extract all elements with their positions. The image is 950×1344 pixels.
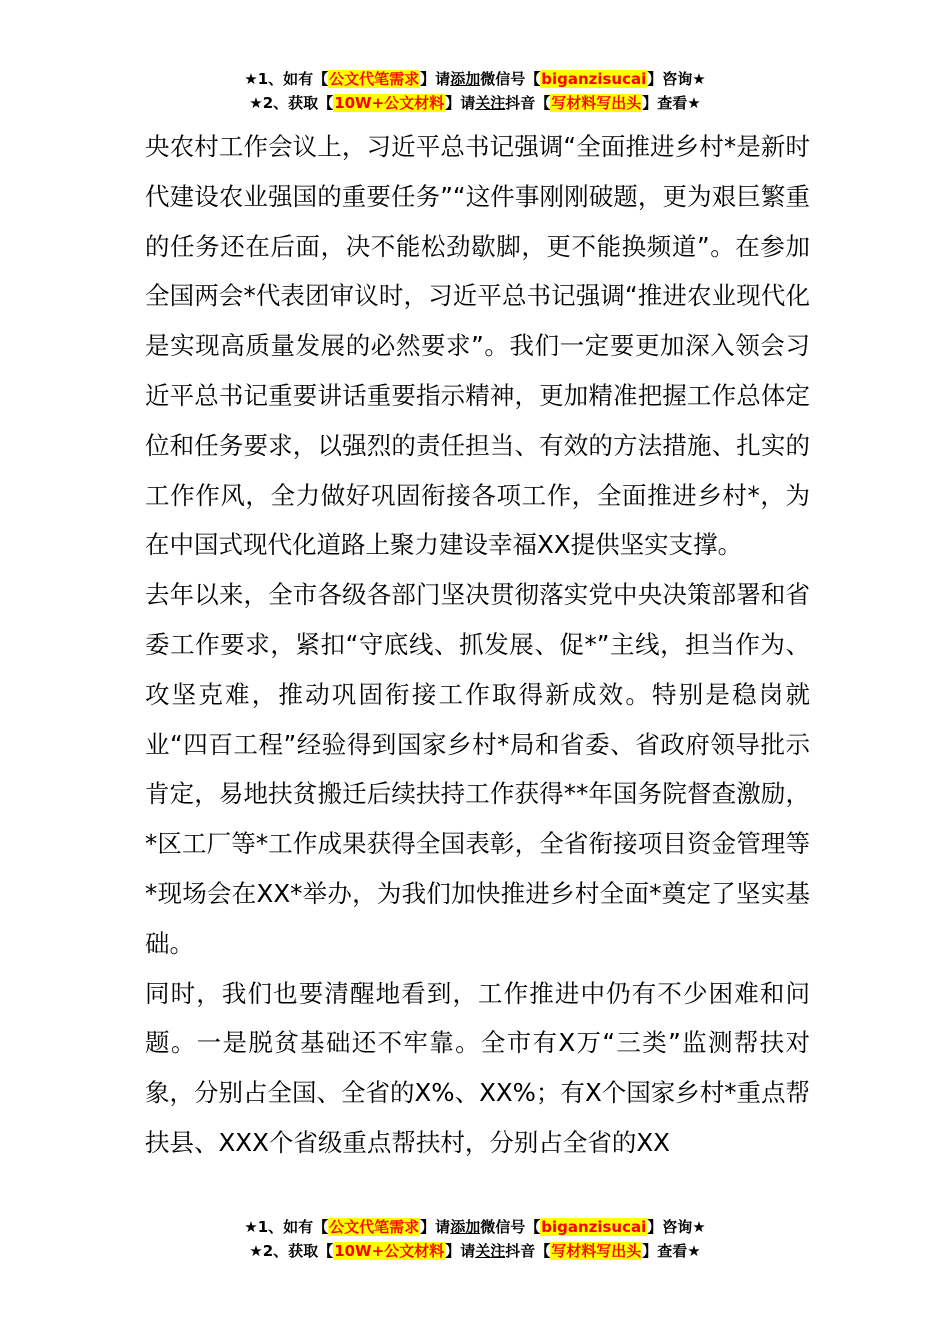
document-body xyxy=(145,122,810,1168)
banner-line-1 xyxy=(0,1216,950,1240)
banner-text: ★1、如有【 xyxy=(244,70,329,88)
douyin-id-highlight: 写材料写出头 xyxy=(551,94,642,112)
banner-text: 】请 xyxy=(445,94,476,112)
body-paragraph: 同时，我们也要清醒地看到，工作推进中仍有不少困难和问题。一是脱贫基础还不牢靠。全市有X万“三类”监测帮扶对象，分别占全国、全省的X%、XX%；有X个国家乡村*重点帮扶县、XXX个省级重点帮扶村，分别占全省的XX xyxy=(145,978,810,1157)
banner-text: 】请 xyxy=(420,1218,451,1236)
banner-text: 】请 xyxy=(445,1242,476,1260)
underlined-text: 关注 xyxy=(475,1242,506,1260)
banner-text: ★1、如有【 xyxy=(244,1218,329,1236)
wechat-id-highlight: biganzisucai xyxy=(541,70,647,88)
banner-text: 】请 xyxy=(420,70,451,88)
banner-text: 微信号【 xyxy=(480,1218,541,1236)
douyin-id-highlight: 写材料写出头 xyxy=(551,1242,642,1260)
banner-text: 】咨询★ xyxy=(647,1218,706,1236)
highlight-text: 10W+公文材料 xyxy=(334,1242,445,1260)
body-paragraph: 去年以来，全市各级各部门坚决贯彻落实党中央决策部署和省委工作要求，紧扣“守底线、抓发展、促*”主线，担当作为、攻坚克难，推动巩固衔接工作取得新成效。特别是稳岗就业“四百工程”经验得到国家乡村*局和省委、省政府领导批示肯定，易地扶贫搬迁后续扶持工作获得**年国务院督查激励，*区工厂等*工作成果获得全国表彰，全省衔接项目资金管理等*现场会在XX*举办，为我们加快推进乡村全面*奠定了坚实基础。 xyxy=(145,580,810,958)
banner-line-2 xyxy=(0,1240,950,1264)
banner-text: 抖音【 xyxy=(505,94,551,112)
underlined-text: 添加 xyxy=(450,70,481,88)
header-banner xyxy=(0,68,950,116)
highlight-text: 公文代笔需求 xyxy=(329,70,420,88)
banner-text: ★2、获取【 xyxy=(249,1242,334,1260)
wechat-id-highlight: biganzisucai xyxy=(541,1218,647,1236)
banner-text: 】查看★ xyxy=(642,94,701,112)
banner-text: 抖音【 xyxy=(505,1242,551,1260)
banner-line-1 xyxy=(0,68,950,92)
banner-line-2 xyxy=(0,92,950,116)
footer-banner xyxy=(0,1216,950,1264)
underlined-text: 添加 xyxy=(450,1218,481,1236)
banner-text: 微信号【 xyxy=(480,70,541,88)
body-paragraph: 央农村工作会议上，习近平总书记强调“全面推进乡村*是新时代建设农业强国的重要任务”“这件事刚刚破题，更为艰巨繁重的任务还在后面，决不能松劲歇脚，更不能换频道”。在参加全国两会*代表团审议时，习近平总书记强调“推进农业现代化是实现高质量发展的必然要求”。我们一定要更加深入领会习近平总书记重要讲话重要指示精神，更加精准把握工作总体定位和任务要求，以强烈的责任担当、有效的方法措施、扎实的工作作风，全力做好巩固衔接各项工作，全面推进乡村*，为在中国式现代化道路上聚力建设幸福XX提供坚实支撑。 xyxy=(145,132,810,560)
banner-text: 】咨询★ xyxy=(647,70,706,88)
banner-text: 】查看★ xyxy=(642,1242,701,1260)
highlight-text: 10W+公文材料 xyxy=(334,94,445,112)
banner-text: ★2、获取【 xyxy=(249,94,334,112)
underlined-text: 关注 xyxy=(475,94,506,112)
highlight-text: 公文代笔需求 xyxy=(329,1218,420,1236)
